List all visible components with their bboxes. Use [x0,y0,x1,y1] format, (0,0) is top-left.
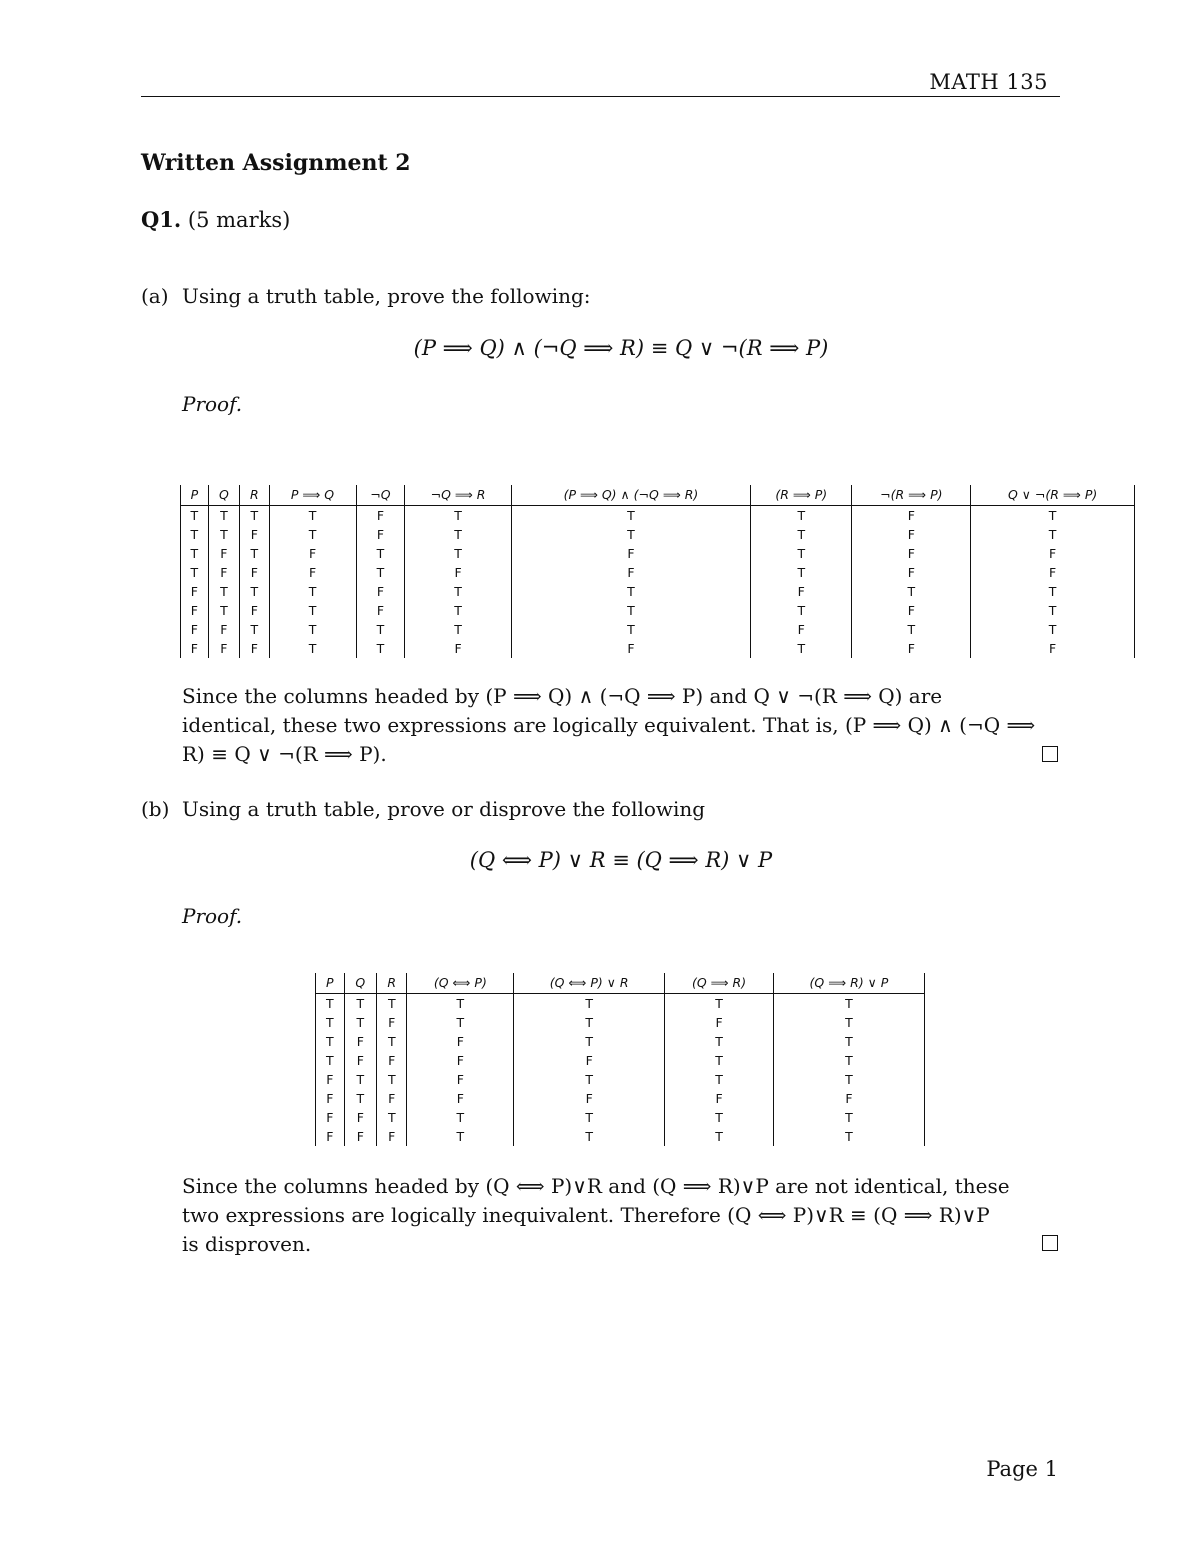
table-cell: F [405,563,511,582]
conclusion-line: is disproven. [182,1232,312,1256]
table-cell: F [773,1089,924,1108]
table-header: Q ∨ ¬(R ⟹ P) [971,485,1135,506]
table-cell: T [240,506,269,526]
table-row [181,563,1135,582]
table-cell: F [344,1051,376,1070]
truth-table-b [315,973,925,1146]
part-a-label: (a) [141,284,169,308]
table-cell: F [511,639,750,658]
table-cell: F [181,620,209,639]
table-cell: T [405,620,511,639]
table-row [316,1089,925,1108]
table-cell: T [773,994,924,1014]
table-cell: T [208,582,239,601]
table-row [316,1108,925,1127]
table-cell: T [511,506,750,526]
table-cell: F [852,525,971,544]
question-heading [141,207,290,232]
table-cell: T [665,1108,774,1127]
conclusion-line: Since the columns headed by (P ⟹ Q) ∧ (¬Q ⟹ P) and Q ∨ ¬(R ⟹ Q) are [182,684,943,708]
conclusion-line: R) ≡ Q ∨ ¬(R ⟹ P). [182,742,387,766]
table-cell: T [405,601,511,620]
table-cell: F [852,544,971,563]
table-cell: F [240,639,269,658]
part-a-prompt: Using a truth table, prove the following: [182,284,591,308]
table-cell: T [751,506,852,526]
table-cell: T [344,1089,376,1108]
table-cell: T [356,544,405,563]
table-cell: T [665,1127,774,1146]
table-cell: T [514,1070,665,1089]
table-cell: F [208,639,239,658]
table-cell: T [240,544,269,563]
table-header: (Q ⟺ P) [407,973,514,994]
table-cell: F [407,1089,514,1108]
table-cell: F [316,1070,345,1089]
part-a-equation: (P ⟹ Q) ∧ (¬Q ⟹ R) ≡ Q ∨ ¬(R ⟹ P) [413,336,829,360]
part-b-conclusion [182,1172,1060,1259]
table-cell: T [316,1032,345,1051]
table-cell: T [316,1013,345,1032]
table-cell: T [852,582,971,601]
table-cell: T [971,525,1135,544]
table-cell: T [356,639,405,658]
table-cell: F [356,601,405,620]
table-cell: T [181,563,209,582]
table-cell: F [344,1108,376,1127]
table-row [181,525,1135,544]
table-cell: T [514,994,665,1014]
table-cell: T [511,620,750,639]
table-header: ¬Q ⟹ R [405,485,511,506]
table-cell: F [181,639,209,658]
question-label: Q1. [141,207,182,232]
table-cell: F [407,1032,514,1051]
table-header: R [377,973,407,994]
table-cell: T [665,1032,774,1051]
table-cell: T [511,525,750,544]
table-cell: T [665,994,774,1014]
table-row [181,506,1135,526]
table-cell: F [344,1127,376,1146]
table-cell: F [356,506,405,526]
table-cell: T [181,544,209,563]
table-cell: T [751,563,852,582]
qed-box [1042,746,1058,762]
table-cell: T [773,1013,924,1032]
part-a-proof-label: Proof. [182,392,243,416]
table-header: P [316,973,345,994]
table-cell: F [377,1013,407,1032]
table-header: (Q ⟹ R) ∨ P [773,973,924,994]
table-cell: T [269,525,356,544]
table-cell: T [240,620,269,639]
table-cell: T [405,506,511,526]
table-cell: F [665,1089,774,1108]
table-cell: T [208,525,239,544]
table-cell: T [269,601,356,620]
table-cell: F [356,525,405,544]
table-cell: F [377,1127,407,1146]
table-header: (P ⟹ Q) ∧ (¬Q ⟹ R) [511,485,750,506]
table-cell: F [407,1051,514,1070]
table-cell: F [971,563,1135,582]
table-cell: T [511,601,750,620]
part-a-conclusion [182,682,1060,769]
table-cell: T [665,1051,774,1070]
table-row [181,544,1135,563]
table-row [316,1051,925,1070]
table-cell: T [269,582,356,601]
table-row [316,1127,925,1146]
table-cell: T [405,582,511,601]
table-row [316,994,925,1014]
table-cell: T [511,582,750,601]
table-cell: T [971,620,1135,639]
table-cell: F [514,1051,665,1070]
table-header: Q [344,973,376,994]
table-cell: F [240,601,269,620]
table-cell: F [208,620,239,639]
table-cell: T [773,1032,924,1051]
table-header: ¬(R ⟹ P) [852,485,971,506]
table-row [316,1032,925,1051]
table-cell: F [316,1108,345,1127]
table-row [316,1070,925,1089]
table-header: (R ⟹ P) [751,485,852,506]
table-header: ¬Q [356,485,405,506]
table-cell: F [514,1089,665,1108]
header-rule [141,96,1060,97]
table-cell: T [181,506,209,526]
table-cell: T [377,994,407,1014]
table-cell: F [751,620,852,639]
table-cell: T [751,544,852,563]
table-cell: T [240,582,269,601]
truth-table-b-header [316,973,925,994]
table-cell: T [356,620,405,639]
truth-table-a-header [181,485,1135,506]
table-cell: F [316,1089,345,1108]
table-cell: T [316,994,345,1014]
table-cell: T [773,1070,924,1089]
table-cell: F [511,544,750,563]
table-row [181,601,1135,620]
table-cell: T [773,1127,924,1146]
table-cell: T [514,1127,665,1146]
table-cell: T [852,620,971,639]
table-cell: T [269,639,356,658]
table-cell: F [269,544,356,563]
table-cell: T [751,639,852,658]
table-cell: T [514,1032,665,1051]
table-cell: F [316,1127,345,1146]
table-cell: T [971,506,1135,526]
table-cell: T [751,525,852,544]
table-cell: T [269,506,356,526]
table-cell: T [971,601,1135,620]
table-cell: F [511,563,750,582]
table-cell: F [852,506,971,526]
table-cell: T [377,1108,407,1127]
table-cell: F [971,544,1135,563]
table-cell: T [407,1108,514,1127]
table-cell: F [269,563,356,582]
truth-table-a [180,485,1135,658]
table-cell: F [208,544,239,563]
table-cell: T [181,525,209,544]
table-cell: F [852,563,971,582]
table-cell: F [665,1013,774,1032]
conclusion-line: identical, these two expressions are logically equivalent. That is, (P ⟹ Q) ∧ (¬Q ⟹ [182,713,1036,737]
table-cell: T [405,544,511,563]
table-cell: T [316,1051,345,1070]
table-cell: F [852,601,971,620]
table-cell: T [971,582,1135,601]
table-cell: F [181,582,209,601]
part-b-equation: (Q ⟺ P) ∨ R ≡ (Q ⟹ R) ∨ P [469,848,773,872]
table-row [181,582,1135,601]
table-header: (Q ⟺ P) ∨ R [514,973,665,994]
part-b-proof-label: Proof. [182,904,243,928]
table-cell: T [407,1013,514,1032]
table-cell: F [751,582,852,601]
table-header: P ⟹ Q [269,485,356,506]
truth-table-b-body [316,994,925,1147]
page-number: Page 1 [986,1457,1058,1481]
table-cell: T [377,1032,407,1051]
table-header: (Q ⟹ R) [665,973,774,994]
table-cell: F [181,601,209,620]
table-cell: T [751,601,852,620]
truth-table-a-body [181,506,1135,659]
table-cell: T [344,1013,376,1032]
table-cell: F [208,563,239,582]
table-header: R [240,485,269,506]
table-cell: F [377,1089,407,1108]
table-row [316,1013,925,1032]
course-header: MATH 135 [929,70,1048,94]
table-cell: T [208,506,239,526]
table-cell: T [377,1070,407,1089]
table-row [181,639,1135,658]
conclusion-line: two expressions are logically inequivalent. Therefore (Q ⟺ P)∨R ≡ (Q ⟹ R)∨P [182,1203,990,1227]
table-cell: T [344,994,376,1014]
table-cell: T [773,1051,924,1070]
table-cell: T [407,1127,514,1146]
table-cell: T [514,1108,665,1127]
table-cell: T [405,525,511,544]
conclusion-line: Since the columns headed by (Q ⟺ P)∨R and (Q ⟹ R)∨P are not identical, these [182,1174,1010,1198]
table-cell: F [407,1070,514,1089]
table-cell: T [665,1070,774,1089]
part-b-prompt: Using a truth table, prove or disprove the following [182,797,706,821]
question-marks: (5 marks) [187,208,291,232]
table-cell: F [405,639,511,658]
table-cell: T [514,1013,665,1032]
table-cell: T [208,601,239,620]
table-cell: F [240,525,269,544]
table-cell: F [971,639,1135,658]
table-cell: F [240,563,269,582]
part-b-label: (b) [141,797,170,821]
table-row [181,620,1135,639]
table-cell: T [773,1108,924,1127]
table-cell: F [356,582,405,601]
table-cell: T [407,994,514,1014]
table-header: P [181,485,209,506]
table-cell: F [344,1032,376,1051]
table-cell: F [852,639,971,658]
table-cell: T [344,1070,376,1089]
table-cell: T [269,620,356,639]
assignment-title: Written Assignment 2 [141,150,411,176]
qed-box [1042,1235,1058,1251]
table-cell: F [377,1051,407,1070]
table-header: Q [208,485,239,506]
table-cell: T [356,563,405,582]
